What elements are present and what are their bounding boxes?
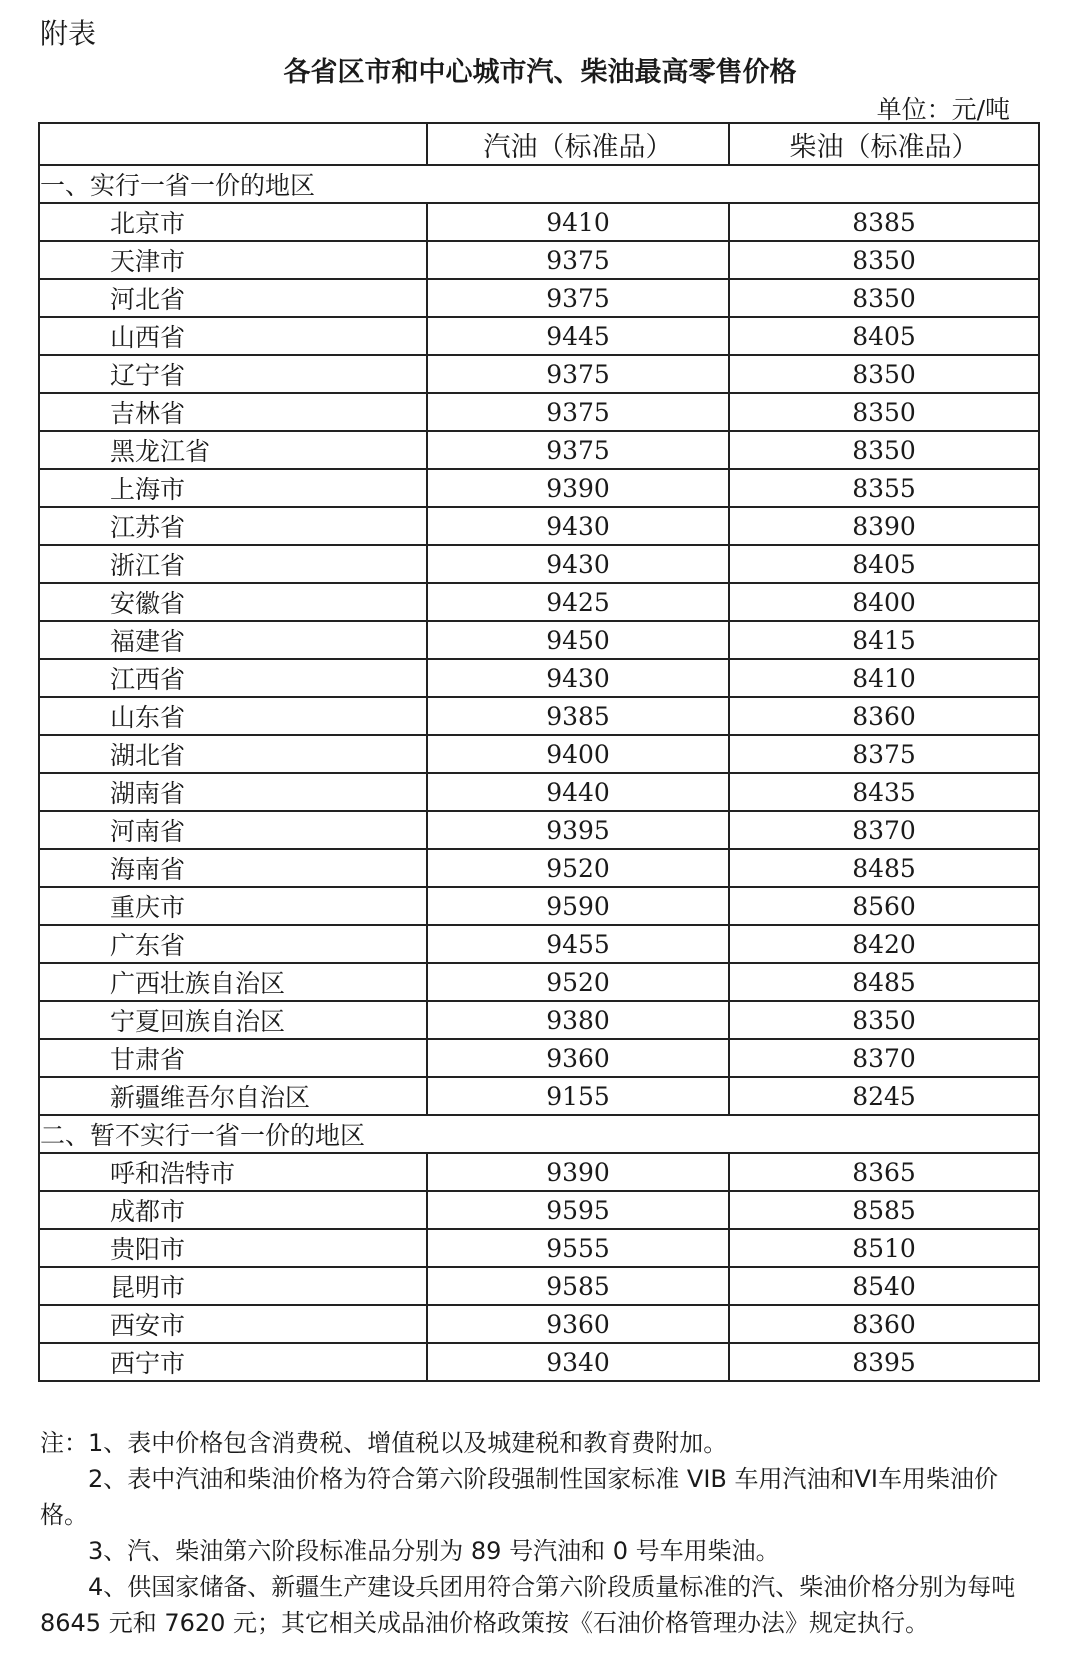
diesel-price: 8560 [729, 887, 1039, 925]
region-name: 宁夏回族自治区 [39, 1001, 427, 1039]
region-name: 海南省 [39, 849, 427, 887]
region-name: 江西省 [39, 659, 427, 697]
table-row [39, 811, 1039, 849]
diesel-price: 8435 [729, 773, 1039, 811]
diesel-price: 8360 [729, 1305, 1039, 1343]
table-row [39, 735, 1039, 773]
region-name: 成都市 [39, 1191, 427, 1229]
diesel-price: 8405 [729, 545, 1039, 583]
table-row [39, 355, 1039, 393]
table-row [39, 963, 1039, 1001]
table-row [39, 1343, 1039, 1381]
header-region [39, 123, 427, 165]
gasoline-price: 9555 [427, 1229, 729, 1267]
region-name: 辽宁省 [39, 355, 427, 393]
region-name: 重庆市 [39, 887, 427, 925]
section-row [39, 165, 1039, 203]
gasoline-price: 9340 [427, 1343, 729, 1381]
table-row [39, 1305, 1039, 1343]
table-row [39, 1191, 1039, 1229]
region-name: 上海市 [39, 469, 427, 507]
table-header-row [39, 123, 1039, 165]
diesel-price: 8350 [729, 431, 1039, 469]
table-row [39, 431, 1039, 469]
diesel-price: 8400 [729, 583, 1039, 621]
table-row [39, 659, 1039, 697]
gasoline-price: 9455 [427, 925, 729, 963]
region-name: 天津市 [39, 241, 427, 279]
region-name: 吉林省 [39, 393, 427, 431]
region-name: 湖北省 [39, 735, 427, 773]
table-row [39, 203, 1039, 241]
gasoline-price: 9375 [427, 241, 729, 279]
gasoline-price: 9430 [427, 507, 729, 545]
table-row [39, 1267, 1039, 1305]
region-name: 黑龙江省 [39, 431, 427, 469]
section-label: 一、实行一省一价的地区 [39, 165, 1039, 203]
gasoline-price: 9395 [427, 811, 729, 849]
diesel-price: 8405 [729, 317, 1039, 355]
note-1: 注：1、表中价格包含消费税、增值税以及城建税和教育费附加。 [40, 1429, 728, 1457]
region-name: 山东省 [39, 697, 427, 735]
gasoline-price: 9390 [427, 469, 729, 507]
gasoline-price: 9425 [427, 583, 729, 621]
table-row [39, 887, 1039, 925]
gasoline-price: 9430 [427, 659, 729, 697]
gasoline-price: 9585 [427, 1267, 729, 1305]
gasoline-price: 9440 [427, 773, 729, 811]
region-name: 福建省 [39, 621, 427, 659]
region-name: 昆明市 [39, 1267, 427, 1305]
table-row [39, 1153, 1039, 1191]
diesel-price: 8375 [729, 735, 1039, 773]
gasoline-price: 9385 [427, 697, 729, 735]
region-name: 河南省 [39, 811, 427, 849]
note-4: 4、供国家储备、新疆生产建设兵团用符合第六阶段质量标准的汽、柴油价格分别为每吨 8645 元和 7620 元；其它相关成品油价格政策按《石油价格管理办法》规定执行。 [40, 1573, 1016, 1637]
section-row [39, 1115, 1039, 1153]
table-row [39, 1077, 1039, 1115]
region-name: 江苏省 [39, 507, 427, 545]
diesel-price: 8370 [729, 1039, 1039, 1077]
price-table [38, 122, 1040, 1382]
gasoline-price: 9360 [427, 1039, 729, 1077]
gasoline-price: 9360 [427, 1305, 729, 1343]
header-diesel: 柴油（标准品） [729, 123, 1039, 165]
diesel-price: 8385 [729, 203, 1039, 241]
diesel-price: 8485 [729, 849, 1039, 887]
table-row [39, 317, 1039, 355]
table-row [39, 621, 1039, 659]
region-name: 湖南省 [39, 773, 427, 811]
diesel-price: 8360 [729, 697, 1039, 735]
diesel-price: 8245 [729, 1077, 1039, 1115]
gasoline-price: 9520 [427, 963, 729, 1001]
region-name: 河北省 [39, 279, 427, 317]
diesel-price: 8350 [729, 393, 1039, 431]
note-3: 3、汽、柴油第六阶段标准品分别为 89 号汽油和 0 号车用柴油。 [88, 1537, 780, 1565]
gasoline-price: 9400 [427, 735, 729, 773]
diesel-price: 8420 [729, 925, 1039, 963]
diesel-price: 8355 [729, 469, 1039, 507]
table-row [39, 393, 1039, 431]
region-name: 贵阳市 [39, 1229, 427, 1267]
diesel-price: 8585 [729, 1191, 1039, 1229]
table-row [39, 241, 1039, 279]
region-name: 安徽省 [39, 583, 427, 621]
gasoline-price: 9450 [427, 621, 729, 659]
diesel-price: 8370 [729, 811, 1039, 849]
table-row [39, 507, 1039, 545]
diesel-price: 8350 [729, 279, 1039, 317]
table-row [39, 925, 1039, 963]
section-label: 二、暂不实行一省一价的地区 [39, 1115, 1039, 1153]
region-name: 北京市 [39, 203, 427, 241]
document-title: 各省区市和中心城市汽、柴油最高零售价格 [283, 57, 797, 88]
gasoline-price: 9520 [427, 849, 729, 887]
table-row [39, 773, 1039, 811]
region-name: 西宁市 [39, 1343, 427, 1381]
diesel-price: 8395 [729, 1343, 1039, 1381]
region-name: 山西省 [39, 317, 427, 355]
table-row [39, 697, 1039, 735]
region-name: 广西壮族自治区 [39, 963, 427, 1001]
gasoline-price: 9375 [427, 279, 729, 317]
diesel-price: 8390 [729, 507, 1039, 545]
attachment-label: 附表 [40, 17, 97, 50]
table-row [39, 469, 1039, 507]
gasoline-price: 9375 [427, 355, 729, 393]
region-name: 呼和浩特市 [39, 1153, 427, 1191]
region-name: 西安市 [39, 1305, 427, 1343]
table-row [39, 1001, 1039, 1039]
diesel-price: 8540 [729, 1267, 1039, 1305]
table-row [39, 1039, 1039, 1077]
note-2: 2、表中汽油和柴油价格为符合第六阶段强制性国家标准 VIB 车用汽油和VI车用柴油价格。 [40, 1465, 998, 1529]
notes [40, 1425, 1040, 1641]
table-row [39, 1229, 1039, 1267]
diesel-price: 8510 [729, 1229, 1039, 1267]
diesel-price: 8485 [729, 963, 1039, 1001]
gasoline-price: 9590 [427, 887, 729, 925]
gasoline-price: 9375 [427, 393, 729, 431]
gasoline-price: 9380 [427, 1001, 729, 1039]
header-gasoline: 汽油（标准品） [427, 123, 729, 165]
region-name: 广东省 [39, 925, 427, 963]
region-name: 甘肃省 [39, 1039, 427, 1077]
gasoline-price: 9375 [427, 431, 729, 469]
diesel-price: 8350 [729, 1001, 1039, 1039]
table-row [39, 545, 1039, 583]
diesel-price: 8365 [729, 1153, 1039, 1191]
gasoline-price: 9155 [427, 1077, 729, 1115]
gasoline-price: 9445 [427, 317, 729, 355]
diesel-price: 8350 [729, 241, 1039, 279]
table-row [39, 849, 1039, 887]
gasoline-price: 9390 [427, 1153, 729, 1191]
gasoline-price: 9595 [427, 1191, 729, 1229]
unit-label: 单位：元/吨 [876, 95, 1010, 124]
diesel-price: 8410 [729, 659, 1039, 697]
table-row [39, 279, 1039, 317]
region-name: 浙江省 [39, 545, 427, 583]
region-name: 新疆维吾尔自治区 [39, 1077, 427, 1115]
diesel-price: 8350 [729, 355, 1039, 393]
gasoline-price: 9430 [427, 545, 729, 583]
table-row [39, 583, 1039, 621]
gasoline-price: 9410 [427, 203, 729, 241]
diesel-price: 8415 [729, 621, 1039, 659]
